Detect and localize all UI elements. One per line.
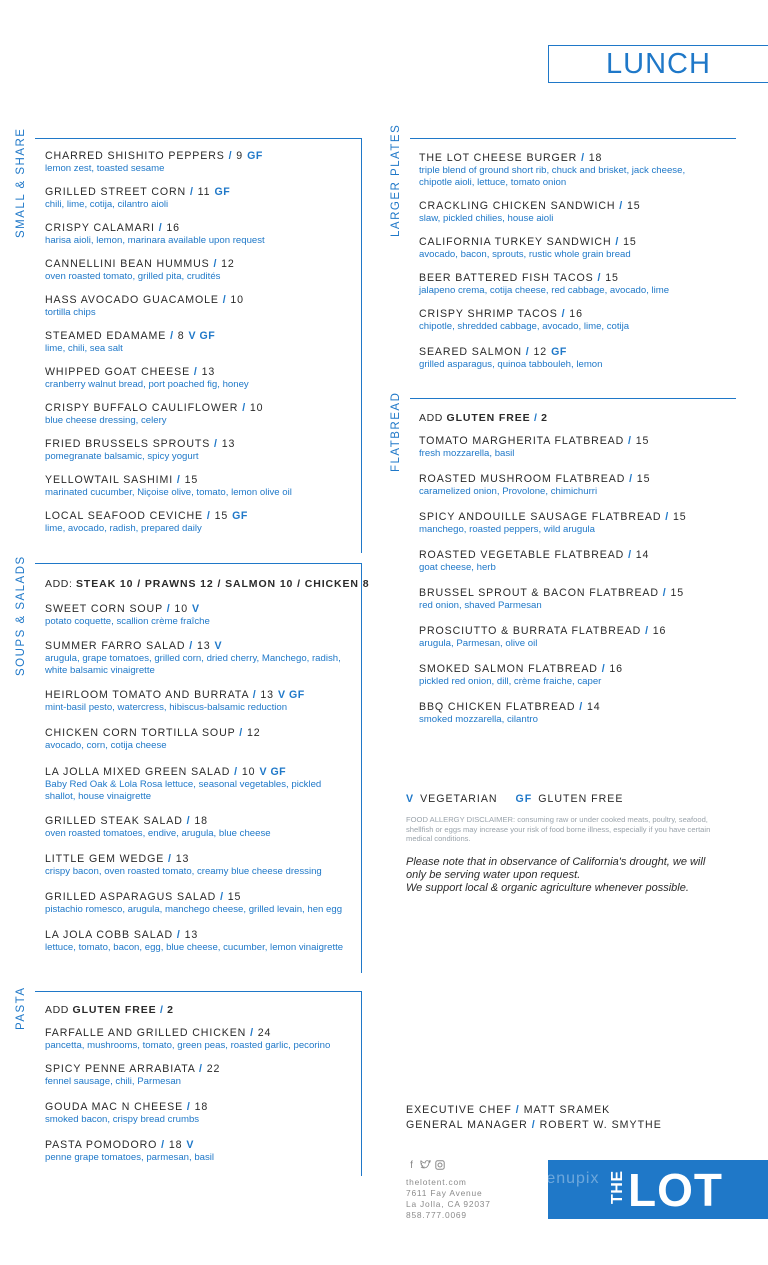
price-separator: / <box>615 236 620 248</box>
menu-item-description: potato coquette, scallion crème fraîche <box>45 616 210 627</box>
item-price: 12 <box>246 727 261 739</box>
price-separator: / <box>214 438 218 450</box>
menu-item-name <box>419 346 685 359</box>
menu-item <box>45 1063 330 1088</box>
price-separator: / <box>206 510 211 522</box>
menu-item-description: manchego, roasted peppers, wild arugula <box>419 524 595 535</box>
price-separator: / <box>186 815 191 827</box>
menu-item <box>45 1139 330 1164</box>
add-prefix: ADD <box>419 412 443 424</box>
menu-item <box>419 511 687 536</box>
menu-item-name <box>45 438 292 451</box>
menu-item-description: grilled asparagus, quinoa tabbouleh, lemon <box>419 359 603 370</box>
item-name-text: LITTLE GEM WEDGE <box>45 853 165 865</box>
the-lot-logo <box>548 1160 768 1219</box>
price-separator: / <box>168 853 172 865</box>
dietary-tags: V GF <box>259 766 287 778</box>
dietary-legend <box>406 793 623 805</box>
menu-item-description: blue cheese dressing, celery <box>45 415 167 426</box>
item-name-text: CALIFORNIA TURKEY SANDWICH <box>419 236 612 248</box>
drought-note-line: Please note that in observance of California's drought, we will <box>406 856 706 868</box>
menu-item-name <box>45 815 343 828</box>
price-separator: / <box>242 402 247 414</box>
item-name-text: LA JOLA COBB SALAD <box>45 929 174 941</box>
menu-item-name <box>45 603 343 616</box>
twitter-icon[interactable] <box>420 1160 431 1171</box>
menu-item <box>419 549 687 574</box>
item-price: 16 <box>569 308 583 320</box>
item-price: 15 <box>227 891 242 903</box>
item-price: 13 <box>184 929 199 941</box>
menu-item <box>45 438 292 463</box>
menu-item <box>45 766 343 803</box>
menu-item-name <box>419 511 687 524</box>
menu-item <box>45 727 343 752</box>
executive-chef-title: EXECUTIVE CHEF <box>406 1104 512 1116</box>
dietary-tags: GF <box>247 150 263 162</box>
item-name-text: SWEET CORN SOUP <box>45 603 163 615</box>
menu-item <box>419 663 687 688</box>
menu-item-description: shallot, house vinaigrette <box>45 791 152 802</box>
menu-item <box>45 603 343 628</box>
price-separator: / <box>250 1027 254 1039</box>
menu-item <box>419 308 685 333</box>
menu-item-description: lime, avocado, radish, prepared daily <box>45 523 202 534</box>
flatbread-label: FLATBREAD <box>390 391 402 472</box>
item-name-text: FRIED BRUSSELS SPROUTS <box>45 438 211 450</box>
contact-info <box>406 1177 491 1221</box>
facebook-icon[interactable]: f <box>410 1160 413 1171</box>
drought-note-line: We support local & organic agriculture whenever possible. <box>406 882 689 895</box>
menu-item-name <box>419 308 685 321</box>
menu-title: LUNCH <box>606 47 711 80</box>
menu-item <box>45 853 343 878</box>
item-price: 12 <box>221 258 235 270</box>
item-price: 22 <box>206 1063 221 1075</box>
flatbread-add-gluten-free <box>419 412 548 424</box>
menu-item-description: chipotle aioli, lettuce, tomato onion <box>419 177 567 188</box>
item-name-text: TOMATO MARGHERITA FLATBREAD <box>419 435 625 447</box>
menu-item <box>45 402 292 427</box>
menu-item-name <box>419 701 687 714</box>
item-price: 18 <box>168 1139 183 1151</box>
menu-item <box>419 272 685 297</box>
dietary-tags: V GF <box>277 689 305 701</box>
menu-item-name <box>45 510 292 523</box>
menu-item <box>419 200 685 225</box>
menu-item-description: lettuce, tomato, bacon, egg, blue cheese, cucumber, lemon vinaigrette <box>45 942 344 953</box>
item-price: 9 <box>236 150 244 162</box>
price-separator: / <box>645 625 649 637</box>
dietary-tags: V <box>186 1139 194 1151</box>
item-name-text: SMOKED SALMON FLATBREAD <box>419 663 598 675</box>
price-separator: / <box>176 474 181 486</box>
add-prefix: ADD: <box>45 578 73 590</box>
menu-item-description: Baby Red Oak & Lola Rosa lettuce, seasonal vegetables, pickled <box>45 779 322 790</box>
menu-item-name <box>419 200 685 213</box>
larger-plates-items <box>419 152 685 382</box>
item-name-text: FARFALLE AND GRILLED CHICKEN <box>45 1027 247 1039</box>
small-share-label: SMALL & SHARE <box>15 127 27 238</box>
menu-item-description: pickled red onion, dill, crème fraiche, caper <box>419 676 602 687</box>
price-separator: / <box>628 435 632 447</box>
item-price: 18 <box>194 1101 209 1113</box>
instagram-icon[interactable] <box>434 1160 445 1171</box>
price-separator: / <box>239 727 244 739</box>
menu-item-name <box>45 1101 330 1114</box>
pasta-add-gluten-free <box>45 1004 174 1016</box>
item-name-text: CRACKLING CHICKEN SANDWICH <box>419 200 616 212</box>
menu-item-name <box>45 330 292 343</box>
menu-item <box>45 1101 330 1126</box>
price-separator: / <box>665 511 670 523</box>
item-name-text: CANNELLINI BEAN HUMMUS <box>45 258 210 270</box>
price-separator: / <box>252 689 257 701</box>
menu-item <box>419 473 687 498</box>
vegetarian-key: V <box>406 793 415 805</box>
menu-item-description: lemon zest, toasted sesame <box>45 163 165 174</box>
price-separator: / <box>234 766 238 778</box>
dietary-tags: GF <box>232 510 248 522</box>
item-name-text: ROASTED MUSHROOM FLATBREAD <box>419 473 626 485</box>
menu-item-description: pistachio romesco, arugula, manchego cheese, grilled levain, hen egg <box>45 904 343 915</box>
menu-item-description: marinated cucumber, Niçoise olive, tomato, lemon olive oil <box>45 487 292 498</box>
menu-item-name <box>419 587 687 600</box>
watermark: menupix <box>532 1170 600 1187</box>
item-name-text: GRILLED ASPARAGUS SALAD <box>45 891 217 903</box>
menu-item-description: penne grape tomatoes, parmesan, basil <box>45 1152 215 1163</box>
item-name-text: BEER BATTERED FISH TACOS <box>419 272 594 284</box>
item-name-text: CRISPY SHRIMP TACOS <box>419 308 558 320</box>
price-separator: / <box>662 587 667 599</box>
item-price: 13 <box>196 640 211 652</box>
gluten-free-key: GF <box>515 793 533 805</box>
item-name-text: ROASTED VEGETABLE FLATBREAD <box>419 549 625 561</box>
price-separator: / <box>213 258 218 270</box>
larger-plates-label: LARGER PLATES <box>390 123 402 237</box>
logo-the: THE <box>609 1170 626 1204</box>
item-price: 10 <box>174 603 189 615</box>
menu-item-name <box>45 891 343 904</box>
price-separator: / <box>166 603 171 615</box>
city-address: La Jolla, CA 92037 <box>406 1199 491 1209</box>
price-separator: / <box>158 222 163 234</box>
item-price: 15 <box>605 272 619 284</box>
menu-item-name <box>419 152 685 165</box>
menu-item <box>45 891 343 916</box>
menu-item-name <box>419 236 685 249</box>
item-name-text: GOUDA MAC N CHEESE <box>45 1101 184 1113</box>
menu-item-description: fresh mozzarella, basil <box>419 448 515 459</box>
item-name-text: CHARRED SHISHITO PEPPERS <box>45 150 225 162</box>
price-separator: / <box>189 640 194 652</box>
food-allergy-disclaimer: FOOD ALLERGY DISCLAIMER: consuming raw or under cooked meats, poultry, seafood, shellfish or eggs may increase your risk of food borne illness, especially if you have certain medical conditions. <box>406 815 711 844</box>
item-price: 13 <box>175 853 190 865</box>
item-price: 10 <box>249 402 264 414</box>
menu-item-description: fennel sausage, chili, Parmesan <box>45 1076 181 1087</box>
menu-item-description: red onion, shaved Parmesan <box>419 600 542 611</box>
social-icons <box>406 1160 445 1171</box>
item-price: 8 <box>177 330 185 342</box>
add-gluten-free-text: GLUTEN FREE <box>446 412 531 424</box>
item-name-text: CRISPY BUFFALO CAULIFLOWER <box>45 402 239 414</box>
price-separator: / <box>220 891 224 903</box>
menu-item <box>45 258 292 283</box>
gluten-free-label: GLUTEN FREE <box>538 793 624 805</box>
menu-item-description: triple blend of ground short rib, chuck and brisket, jack cheese, <box>419 165 686 176</box>
menu-item <box>45 1027 330 1052</box>
small-share-items <box>45 150 292 546</box>
slash-separator: / <box>515 1104 520 1116</box>
menu-item <box>45 474 292 499</box>
item-price: 16 <box>652 625 667 637</box>
item-price: 14 <box>586 701 601 713</box>
menu-item-name <box>45 853 343 866</box>
item-price: 13 <box>221 438 236 450</box>
menu-item-description: arugula, grape tomatoes, grilled corn, dried cherry, Manchego, radish, <box>45 653 341 664</box>
item-price: 15 <box>214 510 229 522</box>
item-price: 11 <box>197 186 211 198</box>
item-name-text: LA JOLLA MIXED GREEN SALAD <box>45 766 231 778</box>
item-name-text: HASS AVOCADO GUACAMOLE <box>45 294 219 306</box>
add-gluten-free-price: 2 <box>541 412 548 424</box>
menu-item-name <box>419 435 687 448</box>
add-gluten-free-text: GLUTEN FREE <box>72 1004 157 1016</box>
item-price: 12 <box>533 346 548 358</box>
menu-item-description: lime, chili, sea salt <box>45 343 123 354</box>
item-name-text: THE LOT CHEESE BURGER <box>419 152 578 164</box>
item-name-text: SEARED SALMON <box>419 346 522 358</box>
add-options-text: STEAK 10 / PRAWNS 12 / SALMON 10 / CHICKEN 8 <box>76 578 370 590</box>
menu-item <box>419 346 685 371</box>
item-name-text: PROSCIUTTO & BURRATA FLATBREAD <box>419 625 642 637</box>
menu-item-name <box>419 272 685 285</box>
dietary-tags: V <box>192 603 200 615</box>
item-name-text: GRILLED STEAK SALAD <box>45 815 183 827</box>
price-separator: / <box>619 200 624 212</box>
item-price: 10 <box>230 294 244 306</box>
menu-item-description: tortilla chips <box>45 307 96 318</box>
menu-item-description: arugula, Parmesan, olive oil <box>419 638 538 649</box>
menu-item-description: goat cheese, herb <box>419 562 496 573</box>
menu-item-description: caramelized onion, Provolone, chimichurri <box>419 486 598 497</box>
menu-item-name <box>419 663 687 676</box>
menu-item-description: chipotle, shredded cabbage, avocado, lime, cotija <box>419 321 630 332</box>
staff-credits <box>406 1103 662 1132</box>
menu-item <box>45 366 292 391</box>
menu-item-name <box>419 549 687 562</box>
menu-item-description: pancetta, mushrooms, tomato, green peas, roasted garlic, pecorino <box>45 1040 331 1051</box>
add-gluten-free-price: 2 <box>167 1004 174 1016</box>
price-separator: / <box>525 346 530 358</box>
menu-item-name <box>45 929 343 942</box>
add-prefix: ADD <box>45 1004 69 1016</box>
menu-item <box>45 815 343 840</box>
item-name-text: HEIRLOOM TOMATO AND BURRATA <box>45 689 249 701</box>
drought-note <box>406 856 736 896</box>
menu-item-name <box>45 150 292 163</box>
item-name-text: SPICY ANDOUILLE SAUSAGE FLATBREAD <box>419 511 662 523</box>
menu-item-description: avocado, bacon, sprouts, rustic whole grain bread <box>419 249 631 260</box>
street-address: 7611 Fay Avenue <box>406 1188 483 1198</box>
price-separator: / <box>189 186 194 198</box>
item-name-text: PASTA POMODORO <box>45 1139 158 1151</box>
menu-item-name <box>45 294 292 307</box>
flatbread-items <box>419 435 687 739</box>
menu-item-name <box>419 473 687 486</box>
item-price: 15 <box>636 473 651 485</box>
price-separator: / <box>170 330 174 342</box>
executive-chef-name: MATT SRAMEK <box>523 1104 611 1116</box>
dietary-tags: V GF <box>188 330 216 342</box>
menu-item-name <box>45 474 292 487</box>
item-price: 15 <box>184 474 199 486</box>
item-name-text: SPICY PENNE ARRABIATA <box>45 1063 196 1075</box>
menu-item-name <box>45 1063 330 1076</box>
menu-item <box>45 294 292 319</box>
menu-item <box>419 701 687 726</box>
item-price: 14 <box>635 549 650 561</box>
pasta-label: PASTA <box>15 986 27 1030</box>
menu-item-description: white balsamic vinaigrette <box>45 665 155 676</box>
logo-lot: LOT <box>628 1164 723 1216</box>
price-separator: / <box>186 1101 191 1113</box>
item-name-text: WHIPPED GOAT CHEESE <box>45 366 191 378</box>
price-separator: / <box>193 366 198 378</box>
menu-item-description: avocado, corn, cotija cheese <box>45 740 167 751</box>
item-name-text: SUMMER FARRO SALAD <box>45 640 186 652</box>
item-price: 15 <box>670 587 685 599</box>
menu-item <box>419 435 687 460</box>
menu-item-name <box>419 625 687 638</box>
item-name-text: GRILLED STREET CORN <box>45 186 187 198</box>
item-price: 18 <box>588 152 603 164</box>
item-price: 18 <box>194 815 208 827</box>
dietary-tags: V <box>214 640 223 652</box>
menu-item <box>45 929 343 954</box>
general-manager-line <box>406 1118 662 1133</box>
item-name-text: CHICKEN CORN TORTILLA SOUP <box>45 727 236 739</box>
item-price: 24 <box>257 1027 272 1039</box>
price-separator: / <box>199 1063 203 1075</box>
menu-item-description: pomegranate balsamic, spicy yogurt <box>45 451 199 462</box>
menu-item-name <box>45 258 292 271</box>
item-price: 15 <box>623 236 637 248</box>
menu-item-description: chili, lime, cotija, cilantro aioli <box>45 199 169 210</box>
price-separator: / <box>161 1139 165 1151</box>
drought-note-line: only be serving water upon request. <box>406 869 581 882</box>
general-manager-name: ROBERT W. SMYTHE <box>539 1118 662 1131</box>
price-separator: / <box>629 473 633 485</box>
menu-item-description: oven roasted tomatoes, endive, arugula, blue cheese <box>45 828 271 839</box>
menu-item <box>45 640 343 677</box>
menu-item <box>419 625 687 650</box>
price-separator: / <box>176 929 181 941</box>
menu-item-name <box>45 766 343 779</box>
menu-item-name <box>45 366 292 379</box>
item-name-text: BRUSSEL SPROUT & BACON FLATBREAD <box>419 587 659 599</box>
item-name-text: YELLOWTAIL SASHIMI <box>45 474 174 486</box>
phone-number: 858.777.0069 <box>406 1210 467 1220</box>
menu-item-name <box>45 222 292 235</box>
executive-chef-line <box>406 1103 662 1118</box>
soups-salads-items <box>45 603 343 966</box>
price-separator: / <box>597 272 602 284</box>
item-name-text: BBQ CHICKEN FLATBREAD <box>419 701 576 713</box>
menu-title-box <box>548 45 768 83</box>
website-link[interactable]: thelotent.com <box>406 1177 467 1187</box>
menu-item <box>45 330 292 355</box>
price-separator: / <box>581 152 585 164</box>
soups-salads-add-options <box>45 578 369 590</box>
menu-item <box>45 510 292 535</box>
item-price: 13 <box>260 689 274 701</box>
vegetarian-label: VEGETARIAN <box>420 793 498 805</box>
item-price: 15 <box>672 511 687 523</box>
item-price: 16 <box>609 663 623 675</box>
menu-item <box>419 152 685 189</box>
menu-item <box>419 236 685 261</box>
dietary-tags: GF <box>551 346 567 358</box>
slash-separator: / <box>531 1118 536 1131</box>
menu-item-name <box>45 1139 330 1152</box>
menu-item-description: harisa aioli, lemon, marinara available upon request <box>45 235 265 246</box>
item-name-text: STEAMED EDAMAME <box>45 330 167 342</box>
item-price: 15 <box>626 200 641 212</box>
menu-item-description: crispy bacon, oven roasted tomato, creamy blue cheese dressing <box>45 866 322 877</box>
price-separator: / <box>534 412 542 424</box>
item-name-text: LOCAL SEAFOOD CEVICHE <box>45 510 204 522</box>
menu-item <box>419 587 687 612</box>
price-separator: / <box>222 294 227 306</box>
menu-item-name <box>45 727 343 740</box>
menu-item-name <box>45 186 292 199</box>
price-separator: / <box>628 549 632 561</box>
menu-item-description: oven roasted tomato, grilled pita, crudités <box>45 271 221 282</box>
item-name-text: CRISPY CALAMARI <box>45 222 155 234</box>
menu-item-description: smoked bacon, crispy bread crumbs <box>45 1114 200 1125</box>
pasta-items <box>45 1027 330 1175</box>
menu-item-description: cranberry walnut bread, port poached fig, honey <box>45 379 249 390</box>
menu-item-description: mint-basil pesto, watercress, hibiscus-balsamic reduction <box>45 702 288 713</box>
menu-item <box>45 150 292 175</box>
general-manager-title: GENERAL MANAGER <box>406 1118 528 1131</box>
price-separator: / <box>160 1004 168 1016</box>
price-separator: / <box>601 663 606 675</box>
menu-item-description: smoked mozzarella, cilantro <box>419 714 538 725</box>
price-separator: / <box>579 701 584 713</box>
item-price: 13 <box>201 366 216 378</box>
price-separator: / <box>561 308 566 320</box>
item-price: 10 <box>241 766 256 778</box>
price-separator: / <box>228 150 233 162</box>
item-price: 15 <box>635 435 650 447</box>
menu-item-name <box>45 1027 330 1040</box>
dietary-tags: GF <box>214 186 231 198</box>
menu-item-description: jalapeno crema, cotija cheese, red cabbage, avocado, lime <box>419 285 670 296</box>
menu-item <box>45 222 292 247</box>
menu-item <box>45 689 343 714</box>
menu-item-name <box>45 402 292 415</box>
menu-item-name <box>45 640 343 653</box>
item-price: 16 <box>166 222 180 234</box>
menu-item <box>45 186 292 211</box>
soups-salads-label: SOUPS & SALADS <box>15 555 27 676</box>
menu-item-description: slaw, pickled chilies, house aioli <box>419 213 554 224</box>
menu-item-name <box>45 689 343 702</box>
